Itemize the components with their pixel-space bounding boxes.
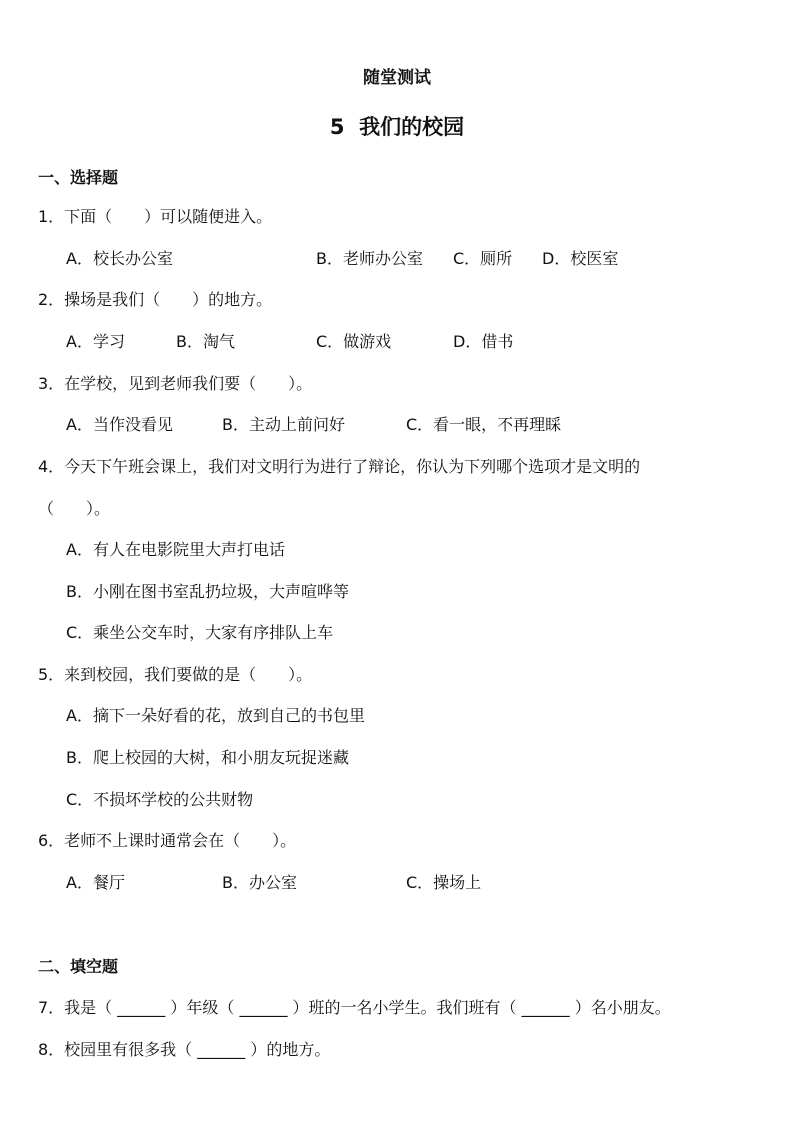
section-title-fill: 二、填空题 [38,957,119,976]
question-4-blank: （ ）。 [38,499,111,518]
q5-option-a: A．摘下一朵好看的花，放到自己的书包里 [66,706,365,725]
question-3: 3．在学校，见到老师我们要（ ）。 [38,374,313,393]
q1-option-a: A．校长办公室 [66,249,173,268]
q1-option-c: C．厕所 [453,249,513,268]
q2-option-b: B．淘气 [176,332,235,351]
q2-option-d: D．借书 [453,332,514,351]
q5-option-c: C．不损坏学校的公共财物 [66,790,254,809]
q3-option-c: C．看一眼，不再理睬 [406,415,562,434]
q2-option-c: C．做游戏 [316,332,392,351]
q5-option-b: B．爬上校园的大树，和小朋友玩捉迷藏 [66,748,349,767]
page-title: 随堂测试 [363,68,431,88]
q6-option-c: C．操场上 [406,873,482,892]
question-8: 8．校园里有很多我（ ______ ）的地方。 [38,1040,331,1059]
question-5: 5．来到校园，我们要做的是（ ）。 [38,665,313,684]
q3-option-b: B．主动上前问好 [222,415,345,434]
q4-option-c: C．乘坐公交车时，大家有序排队上车 [66,623,334,642]
question-1: 1．下面（ ）可以随便进入。 [38,207,273,226]
q4-option-b: B．小刚在图书室乱扔垃圾，大声喧哗等 [66,582,349,601]
q3-option-a: A．当作没看见 [66,415,173,434]
lesson-title: 5 我们的校园 [329,115,465,139]
question-2: 2．操场是我们（ ）的地方。 [38,290,273,309]
q1-option-b: B．老师办公室 [316,249,423,268]
q2-option-a: A．学习 [66,332,125,351]
q6-option-b: B．办公室 [222,873,297,892]
q4-option-a: A．有人在电影院里大声打电话 [66,540,285,559]
question-4: 4．今天下午班会课上，我们对文明行为进行了辩论，你认为下列哪个选项才是文明的 [38,457,641,476]
q1-option-d: D．校医室 [542,249,619,268]
question-7: 7．我是（ ______ ）年级（ ______ ）班的一名小学生。我们班有（ ______ ）名小朋友。 [38,998,671,1017]
section-title-choice: 一、选择题 [38,168,119,187]
question-6: 6．老师不上课时通常会在（ ）。 [38,831,297,850]
q6-option-a: A．餐厅 [66,873,125,892]
